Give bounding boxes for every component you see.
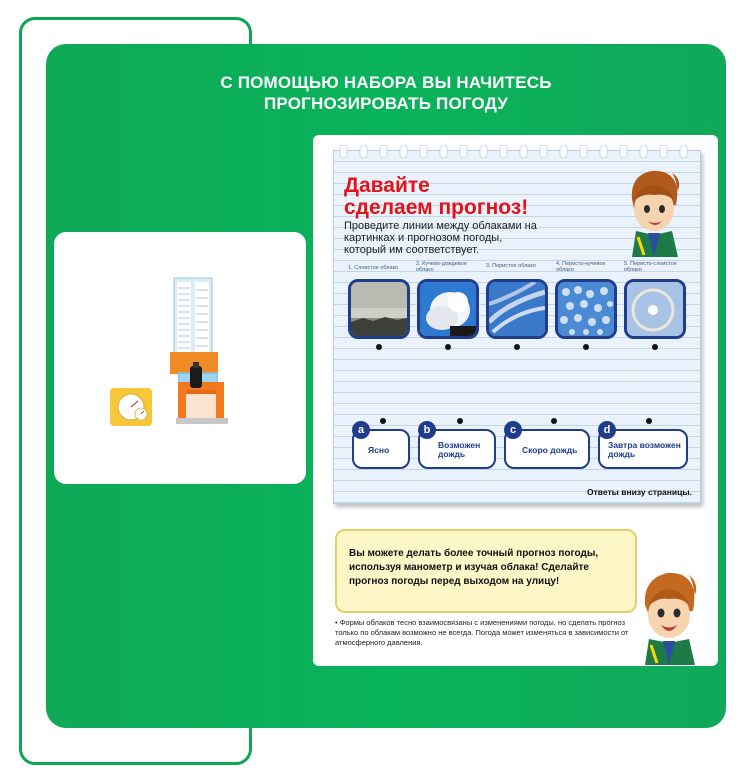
cloud-photo-cirrocumulus <box>555 279 617 339</box>
cloud-label-4: 4. Перисто-кучевое облако <box>556 261 606 273</box>
instruction-text: Проведите линии между облаками на картинках и прогнозом погоды, который им соответствует. <box>344 220 537 256</box>
cloud-dot-4[interactable] <box>583 344 589 350</box>
cloud-photo-cirrostratus <box>624 279 686 339</box>
answer-letter-c: c <box>504 421 522 439</box>
answer-letter-b: b <box>418 421 436 439</box>
answer-dot-a[interactable] <box>380 418 386 424</box>
cloud-dot-3[interactable] <box>514 344 520 350</box>
cloud-dot-2[interactable] <box>445 344 451 350</box>
cloud-label-5: 5. Перисто-слоистое облако <box>624 261 677 273</box>
answer-dot-c[interactable] <box>551 418 557 424</box>
answer-box-a <box>352 424 410 469</box>
answer-letter-d: d <box>598 421 616 439</box>
answers-note: Ответы внизу страницы. <box>587 487 692 497</box>
booklet-title <box>344 175 528 219</box>
answer-box-d <box>598 424 688 469</box>
headline-line-2: ПРОГНОЗИРОВАТЬ ПОГОДУ <box>263 94 509 113</box>
product-image-card <box>54 232 306 484</box>
cloud-label-2: 2. Кучево-дождевое облако <box>416 261 467 273</box>
booklet-page <box>313 135 718 666</box>
tip-box <box>335 529 637 613</box>
answer-box-c <box>504 424 590 469</box>
cloud-photo-stratus <box>348 279 410 339</box>
notebook-rings <box>334 145 700 159</box>
booklet-title-line-2: сделаем прогноз! <box>344 196 529 219</box>
tip-text: Вы можете делать более точный прогноз погоды, используя манометр и изучая облака! Сделайте прогноз погоды перед выходом на улицу! <box>349 548 599 587</box>
answer-dot-b[interactable] <box>457 418 463 424</box>
headline-line-1: С ПОМОЩЬЮ НАБОРА ВЫ НАЧИТЕСЬ <box>220 73 552 92</box>
answer-box-b <box>418 424 496 469</box>
answer-text-d: Завтра возможен дождь <box>608 440 681 459</box>
booklet-title-line-1: Давайте <box>344 174 430 197</box>
cloud-photo-cirrus <box>486 279 548 339</box>
notebook-sheet <box>333 150 701 504</box>
cloud-photo-cumulonimbus <box>417 279 479 339</box>
answer-letter-a: a <box>352 421 370 439</box>
answer-text-a: Ясно <box>368 445 390 455</box>
cloud-label-3: 3. Перистое облако <box>486 263 536 269</box>
answer-text-b: Возможен дождь <box>438 440 481 459</box>
answer-text-c: Скоро дождь <box>522 445 578 455</box>
answer-dot-d[interactable] <box>646 418 652 424</box>
footnote-text: • Формы облаков тесно взаимосвязаны с изменениями погоды, но сделать прогноз только по облакам возможно не всегда. Погода может изменяться в зависимости от атмосферного давления. <box>335 618 629 647</box>
cloud-dot-1[interactable] <box>376 344 382 350</box>
product-photo <box>54 232 306 484</box>
cloud-label-1: 1. Слоистое облако <box>348 265 399 271</box>
cloud-dot-5[interactable] <box>652 344 658 350</box>
boy-mascot-icon <box>624 165 684 257</box>
headline <box>46 72 726 114</box>
boy-mascot-bottom-icon <box>639 567 699 665</box>
